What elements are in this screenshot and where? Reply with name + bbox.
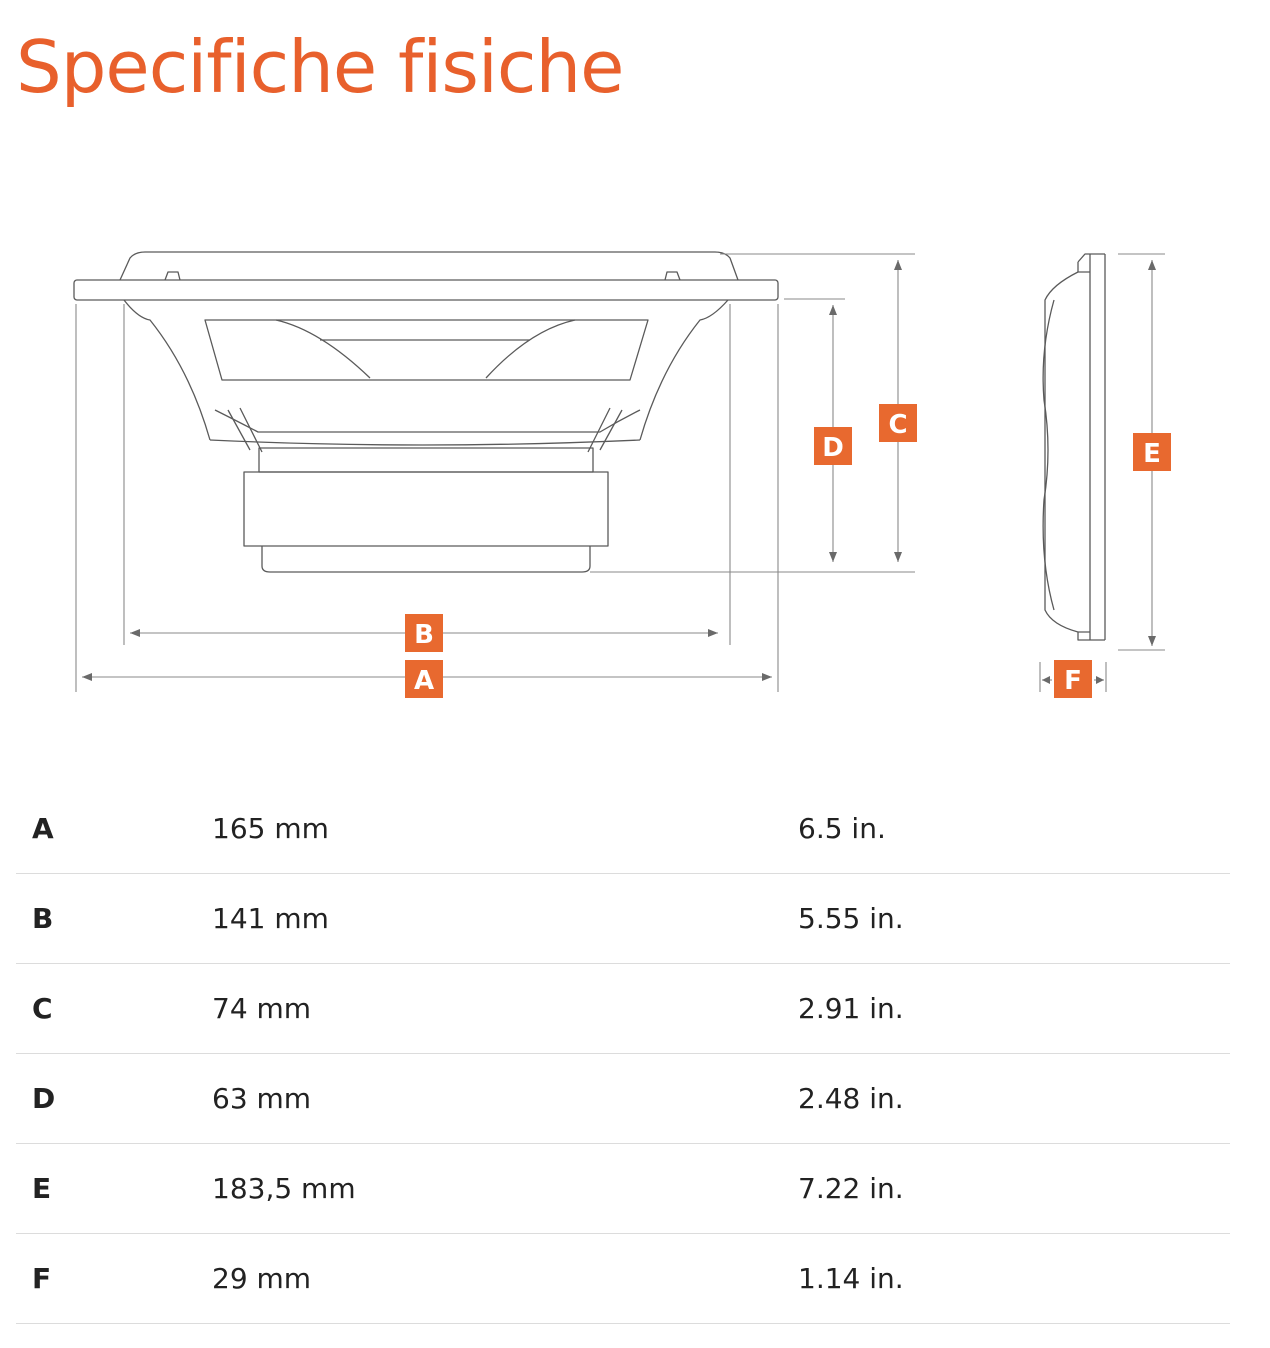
badge-e-label: E xyxy=(1143,439,1161,469)
spec-row-b xyxy=(16,874,1230,964)
badge-d xyxy=(814,427,852,465)
spec-value-mm: 165 mm xyxy=(212,812,329,845)
spec-row-f xyxy=(16,1234,1230,1324)
speaker-dimension-diagram xyxy=(0,230,1270,730)
spec-value-in: 5.55 in. xyxy=(798,902,904,935)
spec-value-in: 1.14 in. xyxy=(798,1262,904,1295)
specs-table xyxy=(16,784,1230,1324)
spec-label: D xyxy=(32,1082,56,1115)
spec-value-mm: 141 mm xyxy=(212,902,329,935)
badge-a-label: A xyxy=(413,666,435,696)
spec-value-mm: 63 mm xyxy=(212,1082,312,1115)
dimension-lines-vertical xyxy=(590,254,915,572)
badge-b xyxy=(405,614,443,652)
spec-row-e xyxy=(16,1144,1230,1234)
spec-label: E xyxy=(32,1172,52,1205)
spec-label: B xyxy=(32,902,54,935)
badge-c xyxy=(879,404,917,442)
badge-f-label: F xyxy=(1064,666,1082,696)
spec-value-in: 2.91 in. xyxy=(798,992,904,1025)
badge-b-label: B xyxy=(414,620,434,650)
spec-label: F xyxy=(32,1262,52,1295)
spec-value-mm: 183,5 mm xyxy=(212,1172,356,1205)
spec-value-in: 2.48 in. xyxy=(798,1082,904,1115)
spec-value-in: 7.22 in. xyxy=(798,1172,904,1205)
spec-label: C xyxy=(32,992,53,1025)
badge-d-label: D xyxy=(822,433,844,463)
spec-value-mm: 29 mm xyxy=(212,1262,312,1295)
page-title: Specifiche fisiche xyxy=(16,25,624,109)
spec-row-d xyxy=(16,1054,1230,1144)
spec-label: A xyxy=(32,812,54,845)
spec-value-mm: 74 mm xyxy=(212,992,312,1025)
spec-value-in: 6.5 in. xyxy=(798,812,886,845)
speaker-profile-view xyxy=(1040,254,1165,692)
badge-c-label: C xyxy=(888,410,908,440)
speaker-side-view xyxy=(74,252,778,572)
badge-a xyxy=(405,660,443,698)
spec-row-c xyxy=(16,964,1230,1054)
badge-e xyxy=(1133,433,1171,471)
badge-f xyxy=(1054,660,1092,698)
spec-row-a xyxy=(16,784,1230,874)
